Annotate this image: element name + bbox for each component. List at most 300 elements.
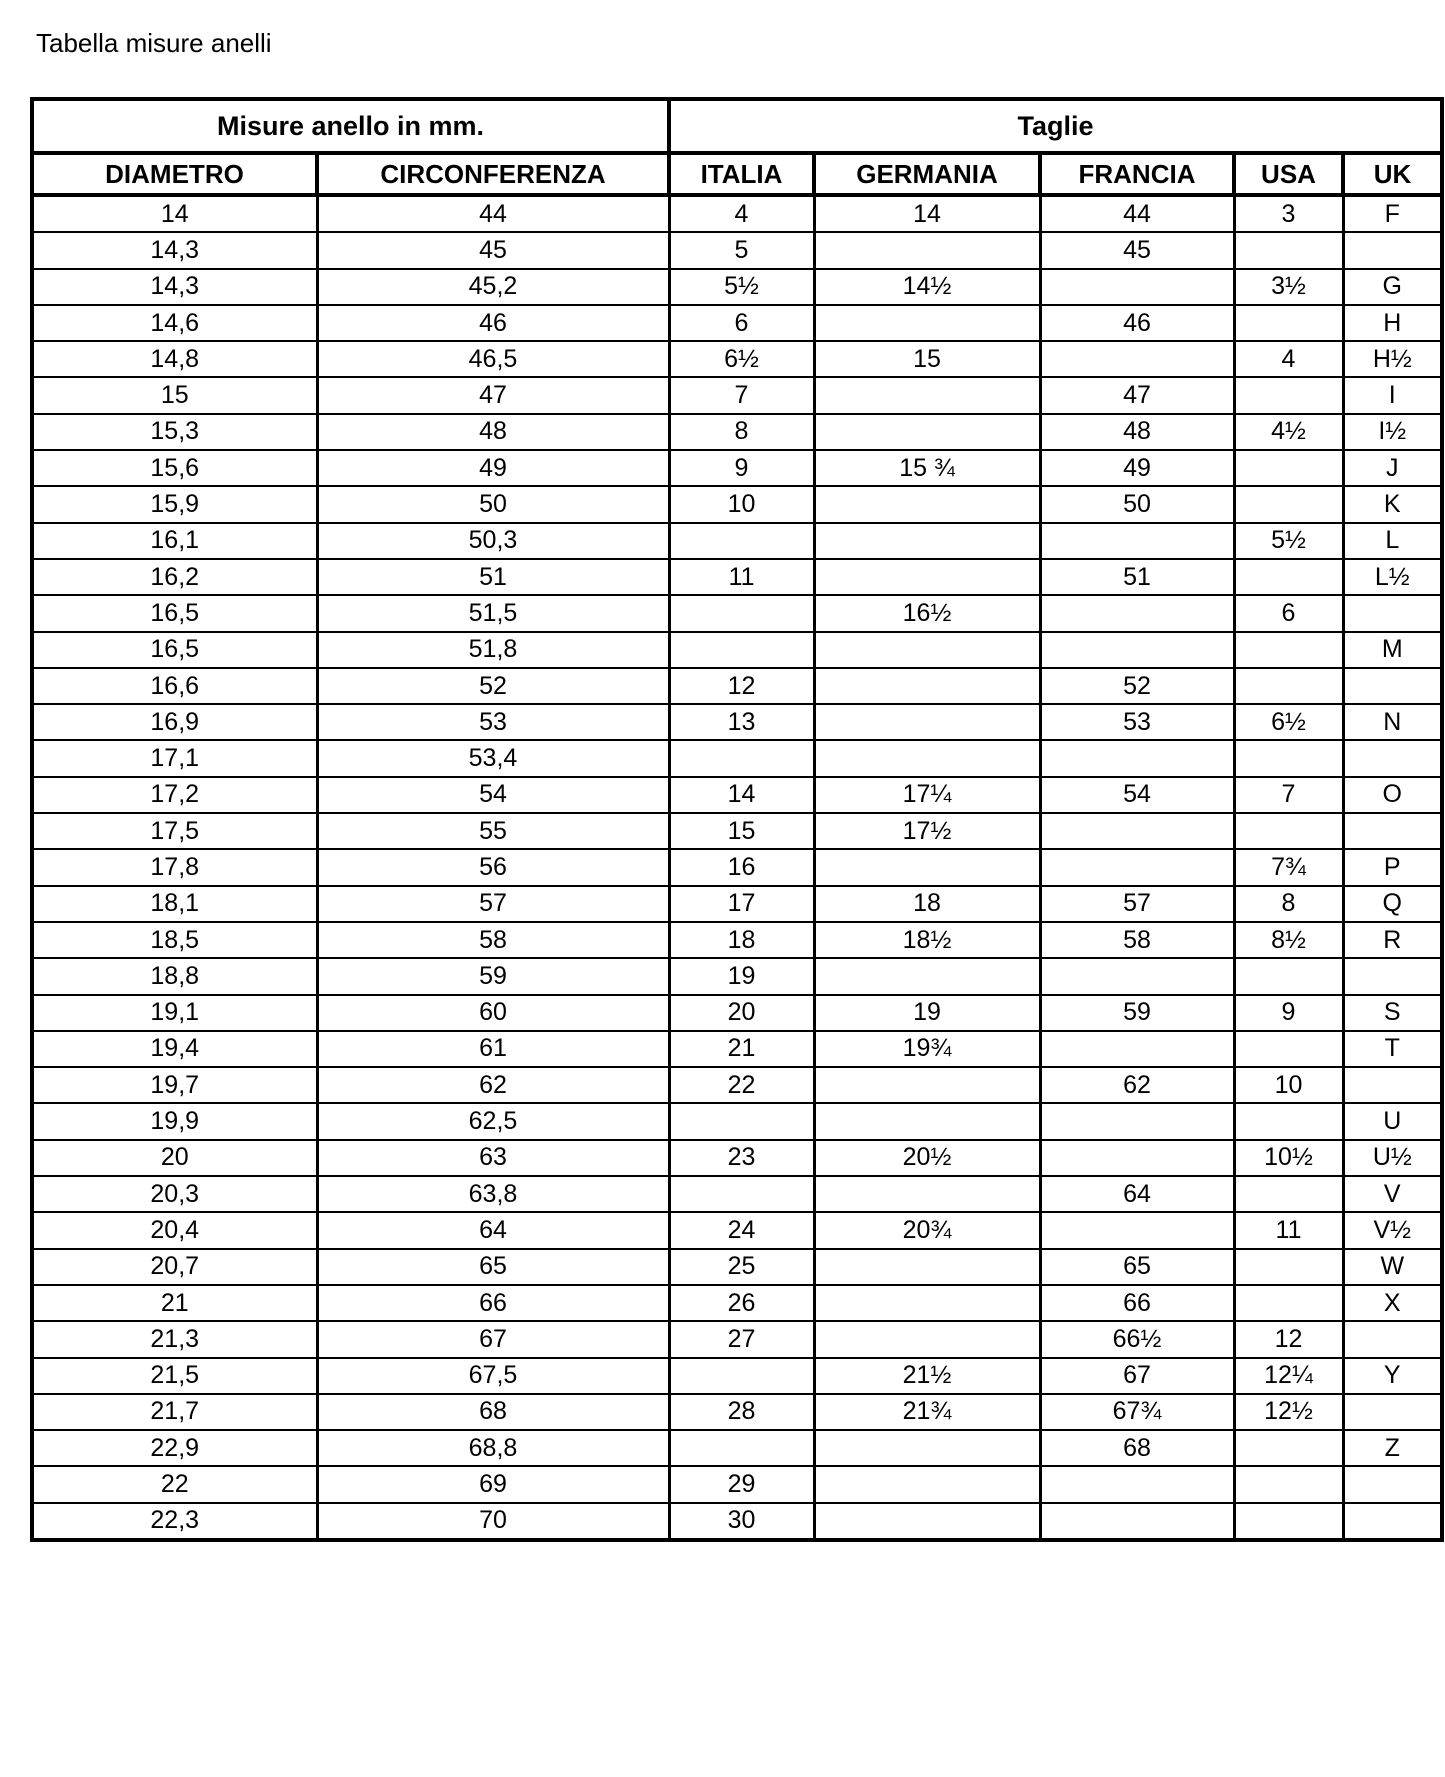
table-cell: 46,5 bbox=[317, 341, 669, 377]
table-cell: 46 bbox=[317, 305, 669, 341]
table-row bbox=[32, 595, 1442, 631]
table-cell: 14,3 bbox=[32, 232, 317, 268]
table-cell: 18½ bbox=[814, 922, 1040, 958]
table-cell: 46 bbox=[1040, 305, 1234, 341]
table-cell bbox=[1040, 813, 1234, 849]
table-cell: 20 bbox=[32, 1140, 317, 1176]
table-row bbox=[32, 523, 1442, 559]
table-cell: 17¼ bbox=[814, 777, 1040, 813]
table-cell: 57 bbox=[1040, 886, 1234, 922]
table-cell: 20 bbox=[669, 995, 814, 1031]
table-cell: 47 bbox=[317, 377, 669, 413]
table-cell: 25 bbox=[669, 1249, 814, 1285]
table-row bbox=[32, 958, 1442, 994]
table-cell: 14,8 bbox=[32, 341, 317, 377]
table-cell: 66 bbox=[1040, 1285, 1234, 1321]
table-cell: 15 bbox=[814, 341, 1040, 377]
table-cell: 24 bbox=[669, 1212, 814, 1248]
table-cell: L bbox=[1343, 523, 1442, 559]
table-cell bbox=[1040, 632, 1234, 668]
table-cell bbox=[1234, 559, 1343, 595]
table-cell: Q bbox=[1343, 886, 1442, 922]
table-cell bbox=[669, 1103, 814, 1139]
table-row bbox=[32, 886, 1442, 922]
table-cell: 16,5 bbox=[32, 595, 317, 631]
table-row bbox=[32, 1394, 1442, 1430]
table-cell: 58 bbox=[317, 922, 669, 958]
column-header-diametro: DIAMETRO bbox=[32, 153, 317, 195]
table-cell: X bbox=[1343, 1285, 1442, 1321]
table-row bbox=[32, 813, 1442, 849]
table-row bbox=[32, 849, 1442, 885]
table-cell: 62 bbox=[317, 1067, 669, 1103]
table-cell: 18 bbox=[814, 886, 1040, 922]
table-cell bbox=[814, 414, 1040, 450]
table-cell: 15,9 bbox=[32, 486, 317, 522]
table-cell bbox=[814, 1067, 1040, 1103]
column-header-circonferenza: CIRCONFERENZA bbox=[317, 153, 669, 195]
table-cell: 22,9 bbox=[32, 1430, 317, 1466]
table-cell bbox=[1234, 305, 1343, 341]
table-cell: 17,5 bbox=[32, 813, 317, 849]
table-cell: 67¾ bbox=[1040, 1394, 1234, 1430]
table-cell: U bbox=[1343, 1103, 1442, 1139]
table-cell bbox=[1343, 1321, 1442, 1357]
table-cell bbox=[669, 1358, 814, 1394]
table-row bbox=[32, 1140, 1442, 1176]
table-cell: 66½ bbox=[1040, 1321, 1234, 1357]
group-header-taglie: Taglie bbox=[669, 99, 1442, 153]
table-cell: 14,6 bbox=[32, 305, 317, 341]
column-header-usa: USA bbox=[1234, 153, 1343, 195]
table-cell: 23 bbox=[669, 1140, 814, 1176]
table-row bbox=[32, 377, 1442, 413]
table-body bbox=[32, 195, 1442, 1540]
table-cell: 45 bbox=[1040, 232, 1234, 268]
column-header-uk: UK bbox=[1343, 153, 1442, 195]
table-cell bbox=[1234, 813, 1343, 849]
table-row bbox=[32, 341, 1442, 377]
table-cell: 52 bbox=[1040, 668, 1234, 704]
table-cell: 9 bbox=[669, 450, 814, 486]
table-row bbox=[32, 1212, 1442, 1248]
table-header bbox=[32, 99, 1442, 195]
table-cell: H½ bbox=[1343, 341, 1442, 377]
table-cell: 10 bbox=[1234, 1067, 1343, 1103]
table-row bbox=[32, 559, 1442, 595]
table-cell: 62,5 bbox=[317, 1103, 669, 1139]
table-cell: 14 bbox=[814, 195, 1040, 232]
table-cell: 20,7 bbox=[32, 1249, 317, 1285]
table-cell: 15 ¾ bbox=[814, 450, 1040, 486]
table-cell: 14½ bbox=[814, 269, 1040, 305]
table-cell bbox=[669, 632, 814, 668]
table-cell: 51,5 bbox=[317, 595, 669, 631]
table-cell bbox=[1040, 269, 1234, 305]
table-cell: 28 bbox=[669, 1394, 814, 1430]
table-cell: 70 bbox=[317, 1503, 669, 1540]
table-cell bbox=[1040, 341, 1234, 377]
table-cell: Z bbox=[1343, 1430, 1442, 1466]
table-cell: 18,8 bbox=[32, 958, 317, 994]
table-cell: 16½ bbox=[814, 595, 1040, 631]
table-row bbox=[32, 1503, 1442, 1540]
table-cell bbox=[814, 1103, 1040, 1139]
table-cell: 27 bbox=[669, 1321, 814, 1357]
table-cell bbox=[669, 523, 814, 559]
table-cell: 55 bbox=[317, 813, 669, 849]
table-cell: 20,3 bbox=[32, 1176, 317, 1212]
table-cell: 53,4 bbox=[317, 740, 669, 776]
table-cell: 15,6 bbox=[32, 450, 317, 486]
table-cell: O bbox=[1343, 777, 1442, 813]
table-cell bbox=[814, 958, 1040, 994]
column-header-italia: ITALIA bbox=[669, 153, 814, 195]
table-cell bbox=[1343, 958, 1442, 994]
table-row bbox=[32, 740, 1442, 776]
table-row bbox=[32, 1285, 1442, 1321]
table-cell: 3 bbox=[1234, 195, 1343, 232]
table-cell: 21,5 bbox=[32, 1358, 317, 1394]
table-cell bbox=[1343, 668, 1442, 704]
table-cell: N bbox=[1343, 704, 1442, 740]
table-cell bbox=[1234, 1176, 1343, 1212]
table-cell bbox=[814, 632, 1040, 668]
table-cell: 12 bbox=[669, 668, 814, 704]
table-cell: 8 bbox=[669, 414, 814, 450]
table-cell bbox=[1040, 1031, 1234, 1067]
table-cell: 17 bbox=[669, 886, 814, 922]
table-cell: 54 bbox=[1040, 777, 1234, 813]
table-cell: V½ bbox=[1343, 1212, 1442, 1248]
table-row bbox=[32, 995, 1442, 1031]
table-cell bbox=[1343, 1067, 1442, 1103]
table-cell bbox=[814, 377, 1040, 413]
table-cell: 64 bbox=[1040, 1176, 1234, 1212]
table-cell: F bbox=[1343, 195, 1442, 232]
table-cell: 64 bbox=[317, 1212, 669, 1248]
table-cell bbox=[814, 1503, 1040, 1540]
group-header-row bbox=[32, 99, 1442, 153]
table-cell: 68,8 bbox=[317, 1430, 669, 1466]
table-cell: 53 bbox=[1040, 704, 1234, 740]
page-title: Tabella misure anelli bbox=[36, 28, 272, 58]
table-cell: 44 bbox=[1040, 195, 1234, 232]
table-cell: 19 bbox=[669, 958, 814, 994]
table-cell bbox=[669, 595, 814, 631]
table-cell: 5½ bbox=[1234, 523, 1343, 559]
column-header-row bbox=[32, 153, 1442, 195]
table-cell: 49 bbox=[317, 450, 669, 486]
column-header-germania: GERMANIA bbox=[814, 153, 1040, 195]
table-cell bbox=[1040, 1466, 1234, 1502]
ring-size-table bbox=[30, 97, 1444, 1542]
table-cell: V bbox=[1343, 1176, 1442, 1212]
table-cell: 4 bbox=[1234, 341, 1343, 377]
table-cell: 66 bbox=[317, 1285, 669, 1321]
table-cell: 68 bbox=[317, 1394, 669, 1430]
table-cell bbox=[669, 740, 814, 776]
table-cell: 16 bbox=[669, 849, 814, 885]
table-cell: 49 bbox=[1040, 450, 1234, 486]
table-cell: 21¾ bbox=[814, 1394, 1040, 1430]
table-cell: 19,4 bbox=[32, 1031, 317, 1067]
table-row bbox=[32, 1466, 1442, 1502]
table-cell: 7¾ bbox=[1234, 849, 1343, 885]
table-cell: 50 bbox=[1040, 486, 1234, 522]
table-row bbox=[32, 668, 1442, 704]
table-row bbox=[32, 414, 1442, 450]
table-row bbox=[32, 269, 1442, 305]
table-cell: 8½ bbox=[1234, 922, 1343, 958]
table-cell: 16,2 bbox=[32, 559, 317, 595]
table-cell: 63 bbox=[317, 1140, 669, 1176]
table-row bbox=[32, 195, 1442, 232]
table-cell bbox=[1234, 1466, 1343, 1502]
table-row bbox=[32, 1176, 1442, 1212]
table-cell: 30 bbox=[669, 1503, 814, 1540]
table-cell: 6½ bbox=[669, 341, 814, 377]
table-cell: 5 bbox=[669, 232, 814, 268]
table-cell: 21 bbox=[32, 1285, 317, 1321]
table-cell: 50 bbox=[317, 486, 669, 522]
table-row bbox=[32, 1031, 1442, 1067]
table-cell bbox=[1234, 958, 1343, 994]
table-cell bbox=[1040, 958, 1234, 994]
table-cell: 7 bbox=[1234, 777, 1343, 813]
table-row bbox=[32, 1067, 1442, 1103]
table-cell: W bbox=[1343, 1249, 1442, 1285]
table-cell: 3½ bbox=[1234, 269, 1343, 305]
table-cell bbox=[1343, 232, 1442, 268]
table-cell: L½ bbox=[1343, 559, 1442, 595]
table-cell: 51,8 bbox=[317, 632, 669, 668]
table-cell: 19,1 bbox=[32, 995, 317, 1031]
table-cell: 65 bbox=[317, 1249, 669, 1285]
table-cell: 45,2 bbox=[317, 269, 669, 305]
table-cell: 62 bbox=[1040, 1067, 1234, 1103]
table-cell: 17,8 bbox=[32, 849, 317, 885]
table-cell: 20½ bbox=[814, 1140, 1040, 1176]
table-cell: U½ bbox=[1343, 1140, 1442, 1176]
table-cell bbox=[814, 523, 1040, 559]
table-cell: 67 bbox=[317, 1321, 669, 1357]
table-cell bbox=[814, 559, 1040, 595]
table-row bbox=[32, 704, 1442, 740]
table-cell bbox=[1234, 1031, 1343, 1067]
table-cell bbox=[1234, 450, 1343, 486]
table-cell: 17,2 bbox=[32, 777, 317, 813]
table-cell: 6 bbox=[1234, 595, 1343, 631]
table-cell: 21 bbox=[669, 1031, 814, 1067]
table-cell bbox=[1234, 1249, 1343, 1285]
table-cell: 51 bbox=[317, 559, 669, 595]
table-cell: 59 bbox=[317, 958, 669, 994]
table-cell bbox=[1234, 1103, 1343, 1139]
table-cell: 12¼ bbox=[1234, 1358, 1343, 1394]
table-row bbox=[32, 486, 1442, 522]
table-row bbox=[32, 450, 1442, 486]
table-cell: 19,9 bbox=[32, 1103, 317, 1139]
table-cell bbox=[814, 1249, 1040, 1285]
table-cell: 54 bbox=[317, 777, 669, 813]
table-cell: H bbox=[1343, 305, 1442, 341]
table-cell: 9 bbox=[1234, 995, 1343, 1031]
table-cell: 60 bbox=[317, 995, 669, 1031]
table-row bbox=[32, 922, 1442, 958]
table-cell bbox=[1040, 523, 1234, 559]
table-cell: 7 bbox=[669, 377, 814, 413]
table-cell: 20,4 bbox=[32, 1212, 317, 1248]
table-cell: 12½ bbox=[1234, 1394, 1343, 1430]
table-cell: M bbox=[1343, 632, 1442, 668]
table-cell: 65 bbox=[1040, 1249, 1234, 1285]
table-cell: 4½ bbox=[1234, 414, 1343, 450]
table-cell bbox=[1234, 632, 1343, 668]
table-cell: 21,7 bbox=[32, 1394, 317, 1430]
table-cell: S bbox=[1343, 995, 1442, 1031]
table-cell: 67 bbox=[1040, 1358, 1234, 1394]
table-cell: 14 bbox=[669, 777, 814, 813]
table-row bbox=[32, 1321, 1442, 1357]
table-cell: 16,6 bbox=[32, 668, 317, 704]
group-header-misure-mm: Misure anello in mm. bbox=[32, 99, 669, 153]
table-row bbox=[32, 1103, 1442, 1139]
table-cell: 16,9 bbox=[32, 704, 317, 740]
table-cell: 11 bbox=[1234, 1212, 1343, 1248]
table-cell: Y bbox=[1343, 1358, 1442, 1394]
table-cell: G bbox=[1343, 269, 1442, 305]
table-cell: 44 bbox=[317, 195, 669, 232]
table-cell: 13 bbox=[669, 704, 814, 740]
table-cell bbox=[1234, 1430, 1343, 1466]
table-cell: 47 bbox=[1040, 377, 1234, 413]
table-cell: 15,3 bbox=[32, 414, 317, 450]
table-cell bbox=[1343, 813, 1442, 849]
table-cell bbox=[814, 849, 1040, 885]
table-cell bbox=[1040, 1503, 1234, 1540]
table-cell: 5½ bbox=[669, 269, 814, 305]
table-cell: 51 bbox=[1040, 559, 1234, 595]
table-cell bbox=[814, 704, 1040, 740]
table-cell bbox=[1040, 849, 1234, 885]
column-header-francia: FRANCIA bbox=[1040, 153, 1234, 195]
table-cell: 22 bbox=[32, 1466, 317, 1502]
table-cell: 16,1 bbox=[32, 523, 317, 559]
table-cell: 18 bbox=[669, 922, 814, 958]
table-cell bbox=[1040, 595, 1234, 631]
table-cell bbox=[814, 1285, 1040, 1321]
table-cell: 12 bbox=[1234, 1321, 1343, 1357]
table-cell bbox=[814, 1466, 1040, 1502]
table-cell: 52 bbox=[317, 668, 669, 704]
table-cell bbox=[1040, 1212, 1234, 1248]
table-cell bbox=[814, 668, 1040, 704]
table-cell: 68 bbox=[1040, 1430, 1234, 1466]
table-cell bbox=[1040, 1140, 1234, 1176]
table-cell: 21½ bbox=[814, 1358, 1040, 1394]
table-cell: 19,7 bbox=[32, 1067, 317, 1103]
table-cell: 16,5 bbox=[32, 632, 317, 668]
table-cell: 22,3 bbox=[32, 1503, 317, 1540]
table-cell: 50,3 bbox=[317, 523, 669, 559]
table-cell: 14,3 bbox=[32, 269, 317, 305]
table-cell bbox=[814, 305, 1040, 341]
table-cell: 61 bbox=[317, 1031, 669, 1067]
table-cell: 21,3 bbox=[32, 1321, 317, 1357]
table-row bbox=[32, 305, 1442, 341]
table-cell bbox=[1234, 1503, 1343, 1540]
table-cell: 11 bbox=[669, 559, 814, 595]
table-row bbox=[32, 777, 1442, 813]
table-cell: 15 bbox=[669, 813, 814, 849]
table-cell: 10 bbox=[669, 486, 814, 522]
table-cell bbox=[669, 1430, 814, 1466]
table-cell: 19 bbox=[814, 995, 1040, 1031]
table-cell: 22 bbox=[669, 1067, 814, 1103]
table-row bbox=[32, 1430, 1442, 1466]
table-cell bbox=[1234, 377, 1343, 413]
table-cell bbox=[1234, 668, 1343, 704]
table-cell: 48 bbox=[317, 414, 669, 450]
table-cell: 6½ bbox=[1234, 704, 1343, 740]
table-cell: 59 bbox=[1040, 995, 1234, 1031]
table-cell bbox=[1343, 1503, 1442, 1540]
table-cell: 8 bbox=[1234, 886, 1343, 922]
table-cell bbox=[1234, 486, 1343, 522]
table-cell: 18,5 bbox=[32, 922, 317, 958]
table-cell: 63,8 bbox=[317, 1176, 669, 1212]
table-cell bbox=[814, 1321, 1040, 1357]
table-cell: 19¾ bbox=[814, 1031, 1040, 1067]
table-cell bbox=[1343, 1466, 1442, 1502]
table-cell bbox=[814, 1430, 1040, 1466]
table-cell: 26 bbox=[669, 1285, 814, 1321]
table-cell: I bbox=[1343, 377, 1442, 413]
table-cell: 48 bbox=[1040, 414, 1234, 450]
table-row bbox=[32, 1249, 1442, 1285]
table-cell bbox=[1234, 232, 1343, 268]
table-cell: 57 bbox=[317, 886, 669, 922]
table-cell bbox=[1343, 595, 1442, 631]
table-cell bbox=[1234, 740, 1343, 776]
table-cell: 4 bbox=[669, 195, 814, 232]
table-cell: J bbox=[1343, 450, 1442, 486]
table-cell: 53 bbox=[317, 704, 669, 740]
table-cell: 17,1 bbox=[32, 740, 317, 776]
table-cell: 10½ bbox=[1234, 1140, 1343, 1176]
table-cell bbox=[814, 1176, 1040, 1212]
table-cell: 45 bbox=[317, 232, 669, 268]
table-cell: 29 bbox=[669, 1466, 814, 1502]
table-cell: 56 bbox=[317, 849, 669, 885]
table-cell: K bbox=[1343, 486, 1442, 522]
table-cell: 20¾ bbox=[814, 1212, 1040, 1248]
table-cell: R bbox=[1343, 922, 1442, 958]
table-row bbox=[32, 1358, 1442, 1394]
table-cell bbox=[1040, 1103, 1234, 1139]
table-cell: P bbox=[1343, 849, 1442, 885]
table-cell: I½ bbox=[1343, 414, 1442, 450]
table-cell: 17½ bbox=[814, 813, 1040, 849]
table-cell: 14 bbox=[32, 195, 317, 232]
table-cell: 15 bbox=[32, 377, 317, 413]
table-cell: 58 bbox=[1040, 922, 1234, 958]
table-cell: 69 bbox=[317, 1466, 669, 1502]
table-cell: 18,1 bbox=[32, 886, 317, 922]
table-cell bbox=[814, 486, 1040, 522]
table-row bbox=[32, 232, 1442, 268]
